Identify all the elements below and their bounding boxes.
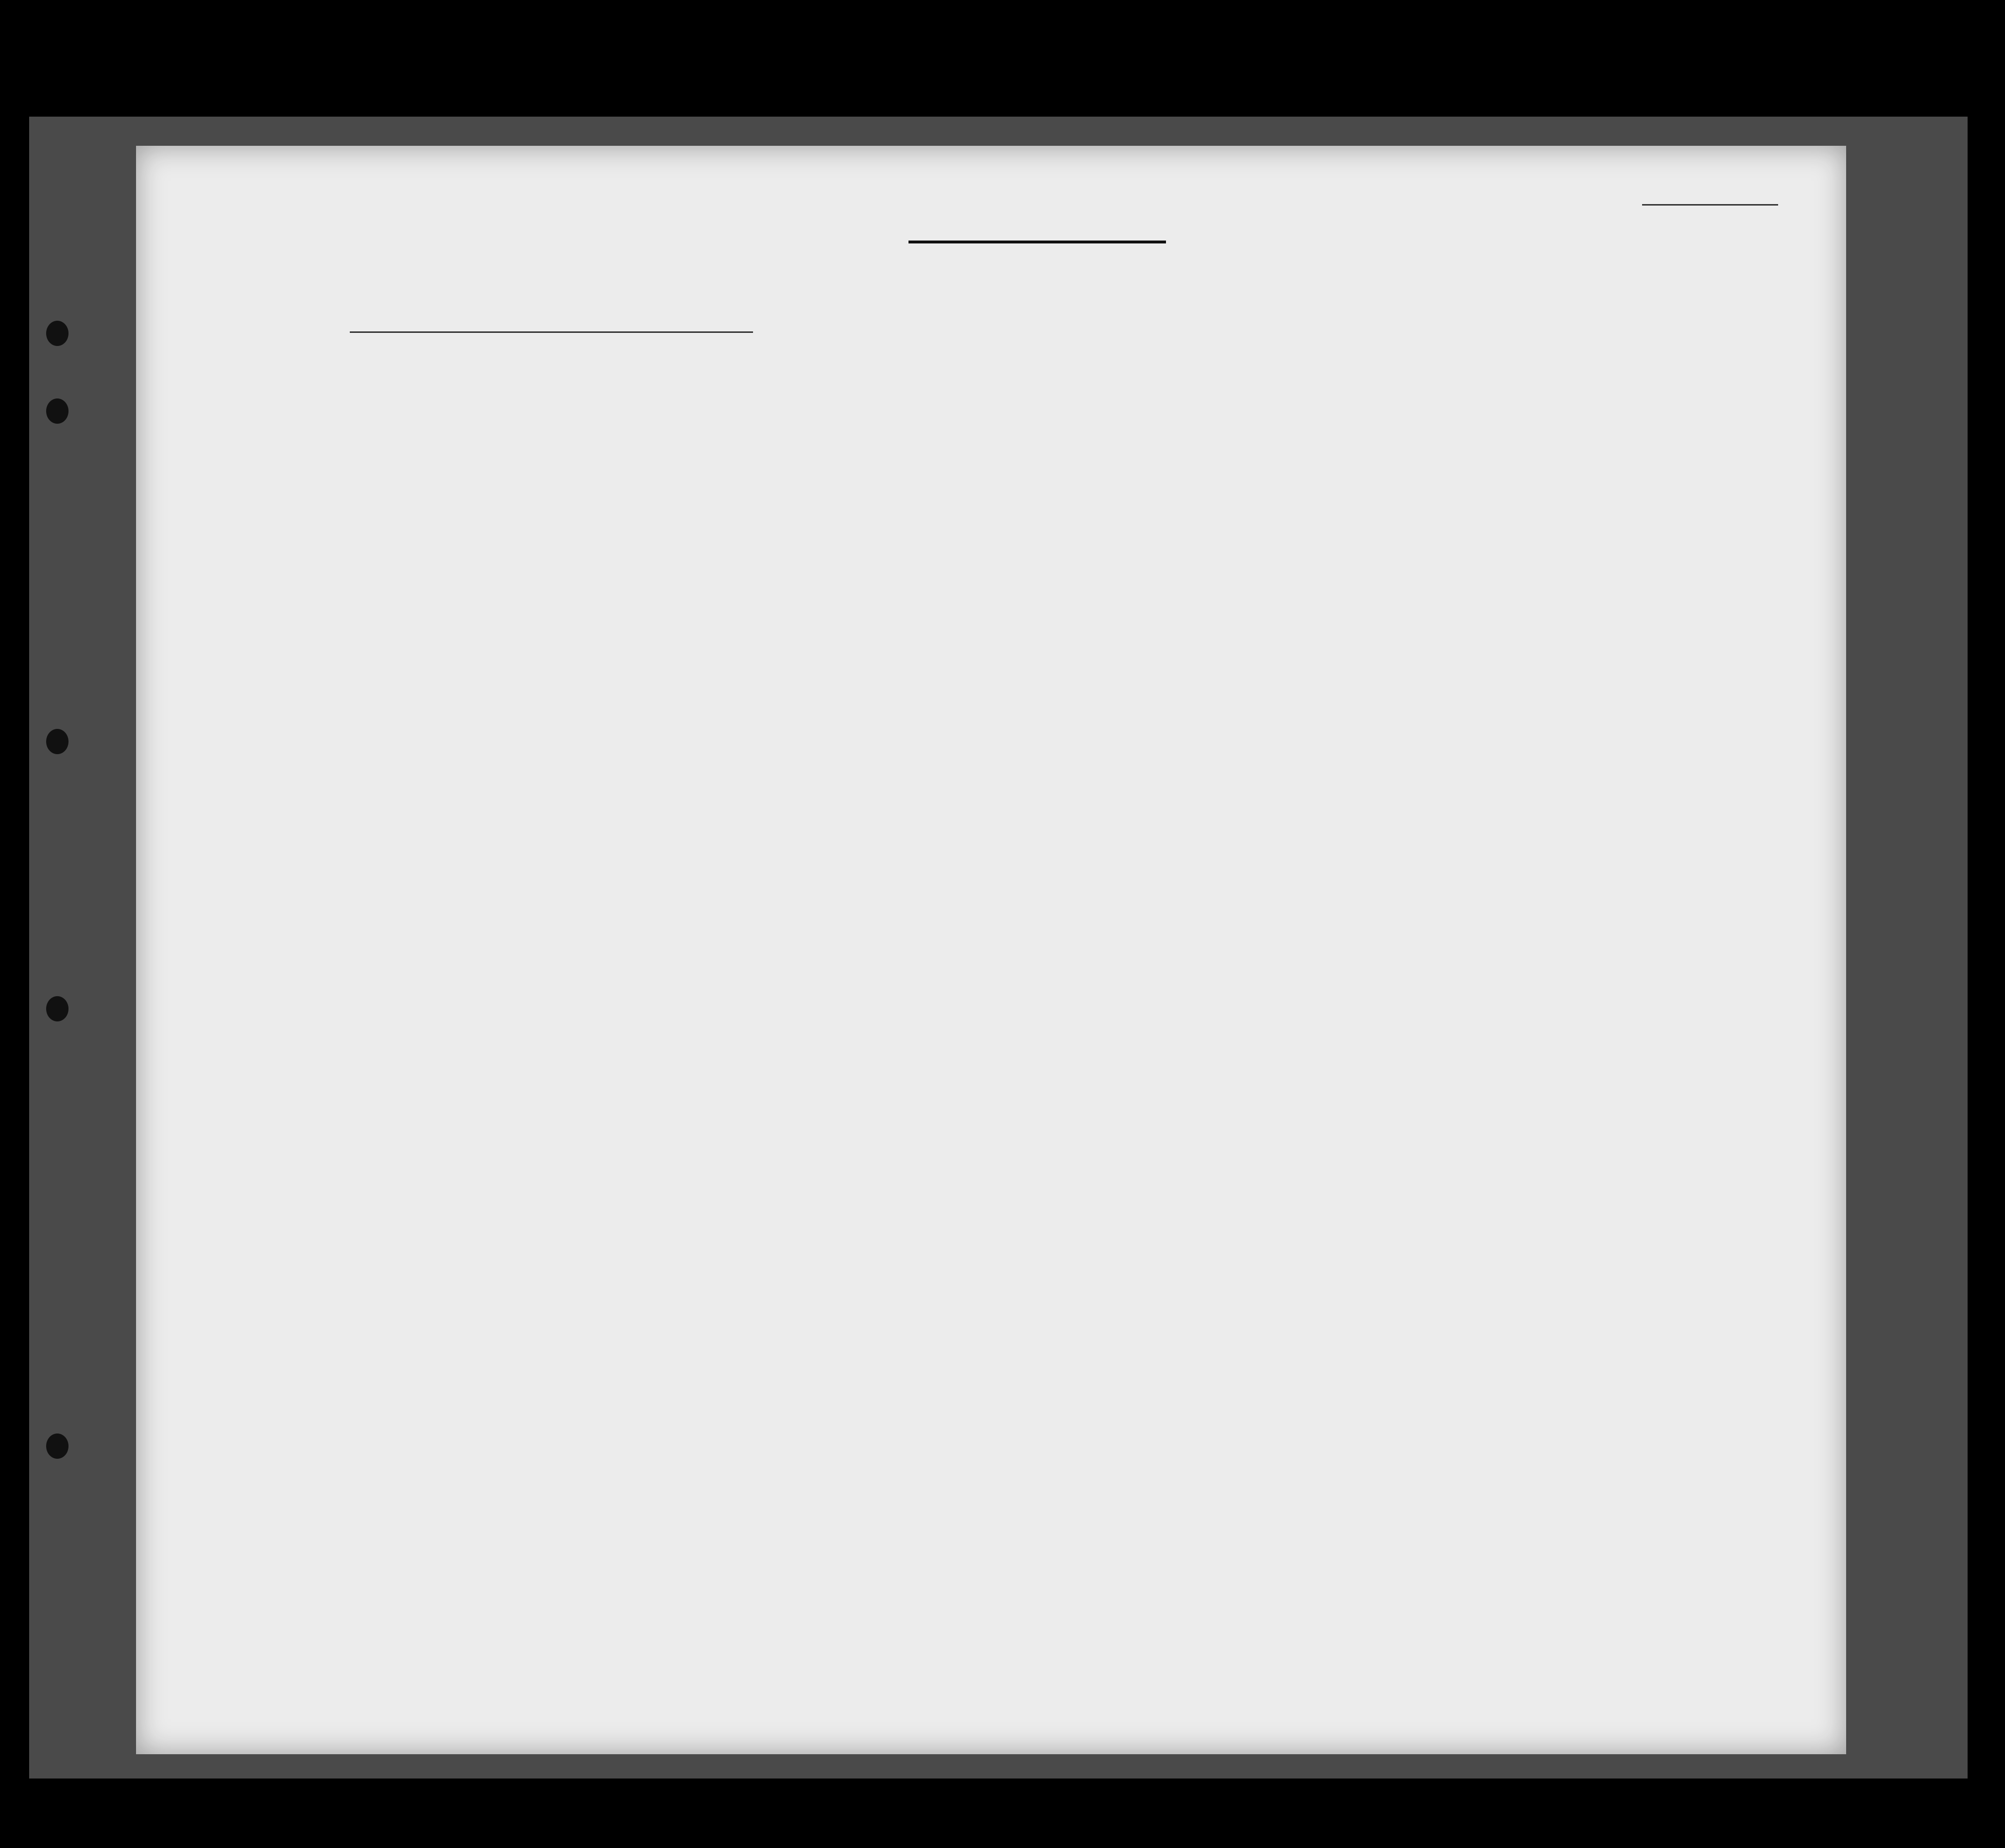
binding-hole: [46, 729, 69, 754]
binding-hole: [46, 996, 69, 1021]
title-underline: [908, 241, 1166, 243]
binding-hole: [46, 398, 69, 424]
binding-hole: [46, 1433, 69, 1459]
manifest-sheet: [136, 146, 1846, 1754]
binding-hole: [46, 321, 69, 346]
